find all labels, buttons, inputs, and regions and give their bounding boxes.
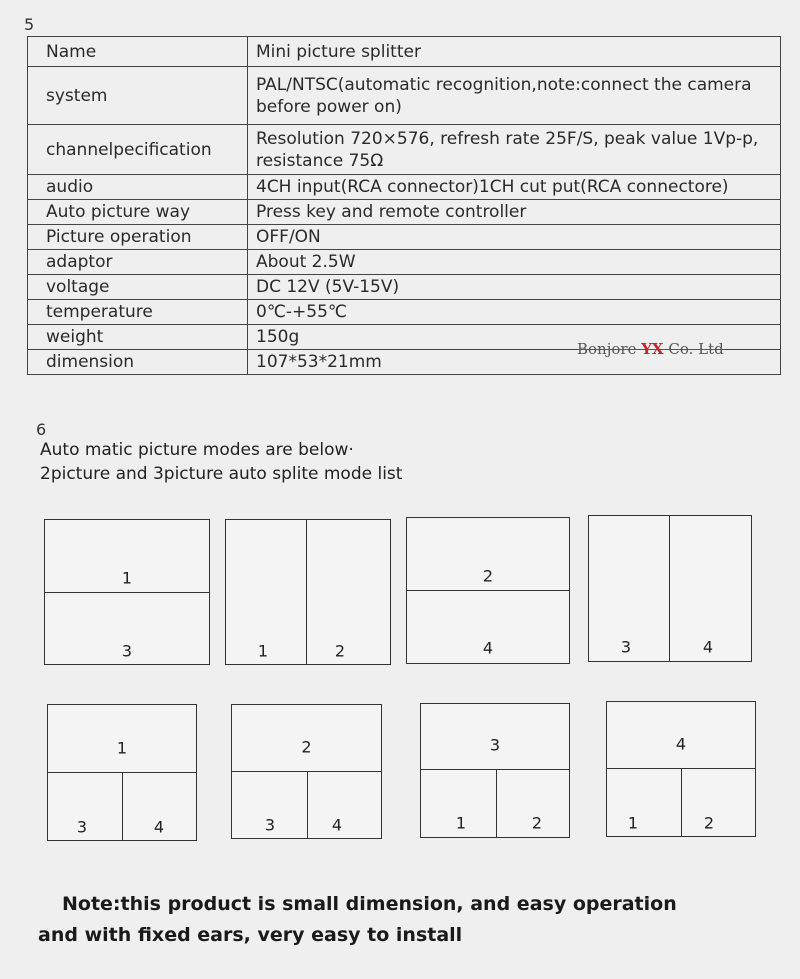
- screen-label: 4: [331, 815, 343, 835]
- mode-diagram-three-split: [231, 704, 382, 839]
- table-row: [28, 175, 781, 200]
- watermark-company: [577, 340, 724, 358]
- screen-label: 1: [116, 738, 128, 758]
- screen-label: 3: [76, 817, 88, 837]
- spec-key: adaptor: [28, 250, 248, 275]
- table-row: [28, 200, 781, 225]
- spec-value: 0℃-+55℃: [248, 300, 781, 325]
- mode-diagram-three-split: [606, 701, 756, 837]
- table-row: [28, 37, 781, 67]
- spec-key: Picture operation: [28, 225, 248, 250]
- mode-diagram-top-bottom: [406, 517, 570, 664]
- mode-diagram-three-split: [420, 703, 570, 838]
- spec-table: [27, 36, 781, 375]
- spec-key: Name: [28, 37, 248, 67]
- section-5-number: 5: [24, 15, 35, 34]
- screen-label: 4: [675, 734, 687, 754]
- screen-label: 3: [489, 735, 501, 755]
- mode-diagram-top-bottom: [44, 519, 210, 665]
- mode-diagram-left-right: [588, 515, 752, 662]
- spec-key: channelpecification: [28, 125, 248, 175]
- screen-label: 2: [301, 737, 312, 757]
- watermark-prefix: Bonjore: [577, 340, 642, 358]
- screen-label: 1: [627, 813, 639, 833]
- watermark-brand: YX: [641, 340, 664, 358]
- spec-key: dimension: [28, 350, 248, 375]
- note-line2: and with fixed ears, very easy to install: [38, 924, 463, 946]
- screen-label: 1: [121, 568, 133, 588]
- table-row: [28, 225, 781, 250]
- spec-key: voltage: [28, 275, 248, 300]
- spec-key: Auto picture way: [28, 200, 248, 225]
- modes-intro-line1: Auto matic picture modes are below·: [40, 440, 354, 460]
- screen-label: 3: [264, 815, 276, 835]
- table-row: [28, 67, 781, 125]
- spec-key: audio: [28, 175, 248, 200]
- screen-label: 1: [257, 641, 269, 661]
- screen-label: 2: [703, 813, 715, 833]
- spec-value: Mini picture splitter: [248, 37, 781, 67]
- section-6-number: 6: [36, 420, 47, 439]
- screen-label: 4: [702, 637, 714, 657]
- spec-value: DC 12V (5V-15V): [248, 275, 781, 300]
- spec-value: 107*53*21mm: [248, 350, 781, 375]
- table-row: [28, 275, 781, 300]
- spec-key: weight: [28, 325, 248, 350]
- spec-value: Press key and remote controller: [248, 200, 781, 225]
- note-line1: Note:this product is small dimension, and easy operation: [62, 893, 677, 915]
- spec-value: 4CH input(RCA connector)1CH cut put(RCA connectore): [248, 175, 781, 200]
- table-row: [28, 250, 781, 275]
- spec-key: system: [28, 67, 248, 125]
- screen-label: 1: [455, 813, 467, 833]
- screen-label: 4: [153, 817, 165, 837]
- spec-key: temperature: [28, 300, 248, 325]
- spec-value: About 2.5W: [248, 250, 781, 275]
- watermark-suffix: Co. Ltd: [663, 340, 724, 358]
- screen-label: 3: [121, 641, 133, 661]
- modes-intro-line2: 2picture and 3picture auto splite mode list: [40, 464, 403, 484]
- spec-value: 150g: [248, 325, 781, 350]
- mode-diagram-left-right: [225, 519, 391, 665]
- spec-value: OFF/ON: [248, 225, 781, 250]
- spec-value: Resolution 720×576, refresh rate 25F/S, peak value 1Vp-p, resistance 75Ω: [248, 125, 781, 175]
- screen-label: 2: [482, 566, 494, 586]
- screen-label: 3: [620, 637, 632, 657]
- mode-diagram-three-split: [47, 704, 197, 841]
- screen-label: 4: [482, 638, 494, 658]
- table-row: [28, 125, 781, 175]
- spec-value: PAL/NTSC(automatic recognition,note:connect the camera before power on): [248, 67, 781, 125]
- screen-label: 2: [334, 641, 346, 661]
- screen-label: 2: [531, 813, 543, 833]
- table-row: [28, 300, 781, 325]
